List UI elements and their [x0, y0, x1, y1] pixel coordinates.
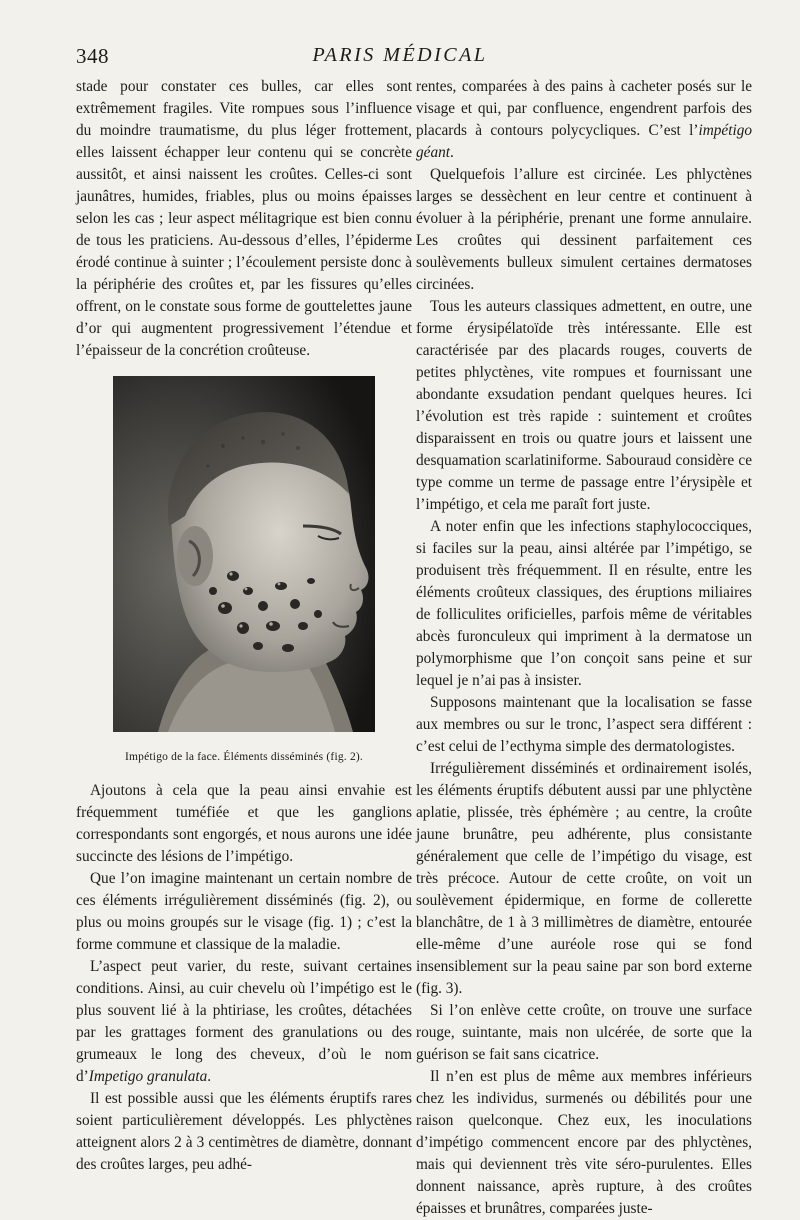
italic-term: impétigo géant: [416, 122, 752, 161]
figure-caption: Impétigo de la face. Éléments disséminés (fig. 2).: [124, 751, 363, 763]
left-column: [76, 76, 412, 1176]
paragraph-tail: .: [207, 1068, 212, 1085]
paragraph: Supposons maintenant que la localisation se fasse aux membres ou sur le tronc, l’aspect sera différent : c’est celui de l’ecthyma simple des dermatologistes.: [416, 694, 752, 755]
paragraph: Il n’en est plus de même aux membres inférieurs chez les individus, surmenés ou débilités pour une raison quelconque. Chez eux, les inoculations d’impétigo commencent encore par des phlyctènes, mais qui deviennent très vite séro-purulentes. Elles donnent naissance, après rupture, à des croûtes épaisses et brunâtres, comparées juste-: [416, 1068, 752, 1217]
paragraph-tail: .: [450, 144, 454, 161]
paragraph: Si l’on enlève cette croûte, on trouve une surface rouge, suintante, mais non ulcérée, de sorte que la guérison se fait sans cicatrice.: [416, 1002, 752, 1063]
paragraph: Que l’on imagine maintenant un certain nombre de ces éléments irrégulièrement disséminés (fig. 2), ou plus ou moins groupés sur le visage (fig. 1) ; c’est la forme commune et classique de la maladie.: [76, 870, 412, 953]
right-column: [416, 76, 752, 1220]
paragraph-text: rentes, comparées à des pains à cacheter posés sur le visage et qui, par confluence, engendrent parfois des placards à contours polycycliques. C’est l’: [416, 78, 752, 139]
figure-photograph: [113, 376, 375, 732]
paragraph: Il est possible aussi que les éléments éruptifs rares soient particulièrement développés. Les phlyctènes atteignent alors 2 à 3 centimètres de diamètre, donnant des croûtes larges, peu adhé-: [76, 1090, 412, 1173]
paragraph: stade pour constater ces bulles, car elles sont extrêmement fragiles. Vite rompues sous l’influence du moindre traumatisme, du plus léger frottement, elles laissent échapper leur contenu qui se concrète aussitôt, et ainsi naissent les croûtes. Celles-ci sont jaunâtres, humides, friables, plus ou moins épaisses selon les cas ; leur aspect mélitagrique est bien connu de tous les praticiens. Au-dessous d’elles, l’épiderme érodé continue à suinter ; l’écoulement persiste donc à la périphérie des croûtes et, par les fissures qu’elles offrent, on le constate sous forme de gouttelettes jaune d’or qui augmentent progressivement l’étendue et l’épaisseur de la concrétion croûteuse.: [76, 78, 412, 359]
running-title: PARIS MÉDICAL: [312, 44, 488, 66]
paragraph: Irrégulièrement disséminés et ordinairement isolés, les éléments éruptifs débutent aussi par une phlyctène aplatie, plissée, très éphémère ; au centre, la croûte jaune brunâtre, peu adhérente, plus consistante généralement que celle de l’impétigo du visage, est très précoce. Autour de cette croûte, on voit un soulèvement épidermique, en forme de collerette blanchâtre, de 1 à 3 millimètres de diamètre, entourée elle-même d’une auréole rose qui se fond insensiblement sur la peau saine par son bord externe (fig. 3).: [416, 760, 752, 997]
paragraph: [76, 956, 412, 1088]
paragraph: Ajoutons à cela que la peau ainsi envahie est fréquemment tuméfiée et que les ganglions correspondants sont engorgés, et nous aurons une idée succincte des lésions de l’impétigo.: [76, 782, 412, 865]
paragraph: Tous les auteurs classiques admettent, en outre, une forme érysipélatoïde très intéressante. Elle est caractérisée par des placards rouges, couverts de petites phlyctènes, vite rompues et fournissant une abondante exsudation pendant quelques heures. Ici l’évolution est très rapide : suintement et croûtes disparaissent en trois ou quatre jours et laissent une desquamation scarlatiniforme. Sabouraud considère ce type comme un terme de passage entre l’érysipèle et l’impétigo, et cela me paraît fort juste.: [416, 298, 752, 513]
paragraph-text: L’aspect peut varier, du reste, suivant certaines conditions. Ainsi, au cuir chevelu où l’impétigo est le plus souvent lié à la phtiriase, les croûtes, détachées par les grattages forment des granulations ou des grumeaux le long des cheveux, d’où le nom d’: [76, 958, 412, 1085]
page-number: 348: [76, 44, 109, 68]
paragraph: [416, 76, 752, 164]
child-profile-photo: [113, 376, 375, 732]
paragraph: Quelquefois l’allure est circinée. Les phlyctènes larges se dessèchent en leur centre et continuent à évoluer à la périphérie, prenant une forme annulaire. Les croûtes qui dessinent parfaitement ces soulèvements bulleux simulent certaines dermatoses circinées.: [416, 166, 752, 293]
paragraph: A noter enfin que les infections staphylococciques, si faciles sur la peau, ainsi altérée par l’impétigo, se produisent très fréquemment. Il en résulte, entre les éléments croûteux classiques, des éruptions miliaires de folliculites orificielles, parfois même de véritables abcès furonculeux qui impriment à la dermatose un polymorphisme que l’on conçoit sans peine et sur lequel je n’ai pas à insister.: [416, 518, 752, 689]
italic-term: Impetigo granulata: [88, 1068, 208, 1085]
